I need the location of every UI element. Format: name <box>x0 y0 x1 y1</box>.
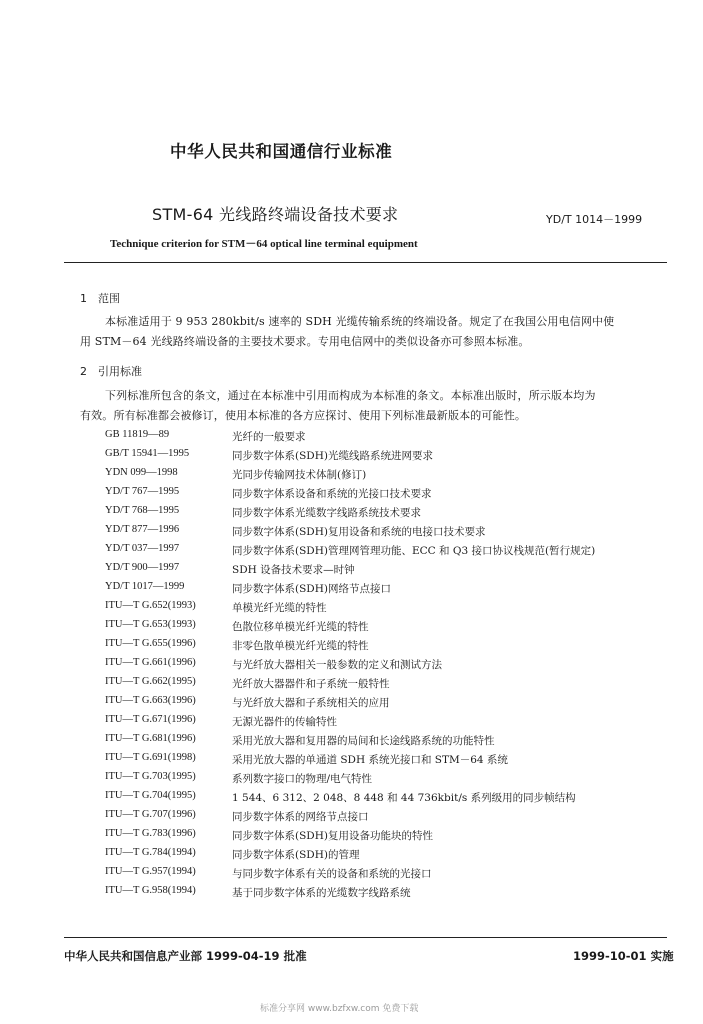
reference-title: 同步数字体系(SDH)管理网管理功能、ECC 和 Q3 接口协议栈规范(暂行规定) <box>232 545 596 557</box>
reference-code: ITU—T G.704(1995) <box>105 790 196 801</box>
reference-title: 与光纤放大器和子系统相关的应用 <box>232 697 390 709</box>
reference-code: ITU—T G.652(1993) <box>105 600 196 611</box>
reference-title: 同步数字体系光缆数字线路系统技术要求 <box>232 507 421 519</box>
reference-title: 光纤的一般要求 <box>232 431 306 443</box>
reference-code: YD/T 900—1997 <box>105 562 180 573</box>
reference-code: YD/T 1017—1999 <box>105 581 185 592</box>
reference-title: 无源光器件的传输特性 <box>232 716 337 728</box>
scope-paragraph-line: 用 STM－64 光线路终端设备的主要技术要求。专用电信网中的类似设备亦可参照本标准。 <box>80 335 530 348</box>
reference-title: 色散位移单模光纤光缆的特性 <box>232 621 369 633</box>
reference-title: 同步数字体系(SDH)的管理 <box>232 849 360 861</box>
references-paragraph-line: 有效。所有标准都会被修订，使用本标准的各方应探讨、使用下列标准最新版本的可能性。 <box>80 409 526 422</box>
reference-title: 采用光放大器和复用器的局间和长途线路系统的功能特性 <box>232 735 495 747</box>
standard-title-cn: STM-64 光线路终端设备技术要求 <box>152 205 399 224</box>
reference-code: GB/T 15941—1995 <box>105 448 190 459</box>
reference-code: ITU—T G.681(1996) <box>105 733 196 744</box>
reference-code: ITU—T G.671(1996) <box>105 714 196 725</box>
reference-title: 同步数字体系(SDH)复用设备功能块的特性 <box>232 830 433 842</box>
reference-title: 1 544、6 312、2 048、8 448 和 44 736kbit/s 系列级用的同步帧结构 <box>232 792 576 804</box>
reference-code: ITU—T G.707(1996) <box>105 809 196 820</box>
reference-code: ITU—T G.663(1996) <box>105 695 196 706</box>
reference-code: YD/T 767—1995 <box>105 486 180 497</box>
reference-code: ITU—T G.691(1998) <box>105 752 196 763</box>
reference-title: 同步数字体系(SDH)复用设备和系统的电接口技术要求 <box>232 526 486 538</box>
reference-title: 系列数字接口的物理/电气特性 <box>232 773 373 785</box>
section-heading-scope: 1 范围 <box>80 292 120 305</box>
reference-code: ITU—T G.703(1995) <box>105 771 196 782</box>
implementation-date: 1999-10-01 实施 <box>573 949 674 963</box>
section-heading-references: 2 引用标准 <box>80 365 142 378</box>
reference-title: 基于同步数字体系的光缆数字线路系统 <box>232 887 411 899</box>
reference-code: ITU—T G.653(1993) <box>105 619 196 630</box>
reference-code: YD/T 877—1996 <box>105 524 180 535</box>
reference-title: 同步数字体系(SDH)光缆线路系统进网要求 <box>232 450 433 462</box>
standard-title-en: Technique criterion for STM－64 optical line terminal equipment <box>110 238 418 250</box>
reference-title: 同步数字体系设备和系统的光接口技术要求 <box>232 488 432 500</box>
reference-title: 非零色散单模光纤光缆的特性 <box>232 640 369 652</box>
reference-code: ITU—T G.662(1995) <box>105 676 196 687</box>
reference-title: 同步数字体系的网络节点接口 <box>232 811 369 823</box>
reference-title: 采用光放大器的单通道 SDH 系统光接口和 STM－64 系统 <box>232 754 508 766</box>
reference-code: ITU—T G.655(1996) <box>105 638 196 649</box>
reference-title: 单模光纤光缆的特性 <box>232 602 327 614</box>
header-divider <box>64 262 667 263</box>
reference-title: SDH 设备技术要求—时钟 <box>232 564 355 576</box>
reference-code: YDN 099—1998 <box>105 467 178 478</box>
site-watermark: 标准分享网 www.bzfxw.com 免费下载 <box>260 1004 419 1014</box>
reference-title: 光同步传输网技术体制(修订) <box>232 469 367 481</box>
reference-code: YD/T 768—1995 <box>105 505 180 516</box>
reference-code: ITU—T G.958(1994) <box>105 885 196 896</box>
reference-code: ITU—T G.661(1996) <box>105 657 196 668</box>
footer-divider <box>64 937 667 938</box>
references-paragraph-line: 下列标准所包含的条文，通过在本标准中引用而构成为本标准的条文。本标准出版时，所示版本均为 <box>105 389 596 402</box>
reference-title: 光纤放大器器件和子系统一般特性 <box>232 678 390 690</box>
reference-title: 与同步数字体系有关的设备和系统的光接口 <box>232 868 432 880</box>
reference-code: ITU—T G.784(1994) <box>105 847 196 858</box>
approval-statement: 中华人民共和国信息产业部 1999-04-19 批准 <box>64 949 307 963</box>
reference-code: GB 11819—89 <box>105 429 170 440</box>
reference-code: ITU—T G.957(1994) <box>105 866 196 877</box>
reference-title: 与光纤放大器相关一般参数的定义和测试方法 <box>232 659 442 671</box>
scope-paragraph-line: 本标准适用于 9 953 280kbit/s 速率的 SDH 光缆传输系统的终端设备。规定了在我国公用电信网中使 <box>105 315 615 328</box>
standard-number: YD/T 1014－1999 <box>546 213 643 226</box>
reference-code: ITU—T G.783(1996) <box>105 828 196 839</box>
issuing-body-title: 中华人民共和国通信行业标准 <box>170 142 393 161</box>
reference-title: 同步数字体系(SDH)网络节点接口 <box>232 583 391 595</box>
reference-code: YD/T 037—1997 <box>105 543 180 554</box>
